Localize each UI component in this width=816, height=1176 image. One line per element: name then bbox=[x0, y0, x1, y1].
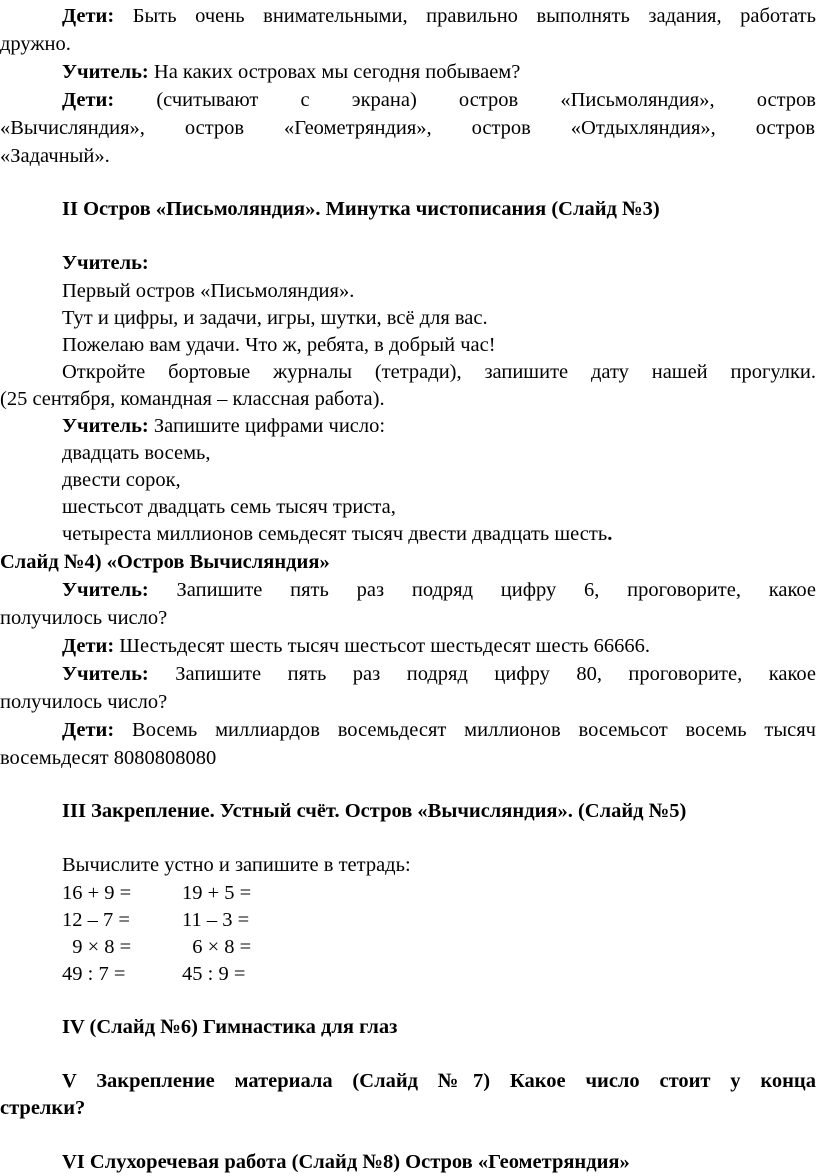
calc-expression: 45 : 9 = bbox=[182, 963, 246, 985]
paragraph-line: «Задачный». bbox=[0, 145, 110, 167]
paragraph-line: Откройте бортовые журналы (тетради), запишите дату нашей прогулки. bbox=[62, 361, 816, 383]
number-word-line: шестьсот двадцать семь тысяч триста, bbox=[62, 496, 396, 518]
calc-expression: 6 × 8 = bbox=[182, 936, 252, 958]
section-heading-ii: II Остров «Письмоляндия». Минутка чистописания (Слайд №3) bbox=[62, 198, 660, 220]
calc-expression: 19 + 5 = bbox=[182, 882, 252, 904]
paragraph-text: Восемь миллиардов восемьдесят миллионов восемьсот восемь тысяч bbox=[114, 719, 816, 741]
paragraph-text: Запишите пять раз подряд цифру 80, проговорите, какое bbox=[148, 663, 816, 685]
paragraph-text: Запишите пять раз подряд цифру 6, проговорите, какое bbox=[148, 579, 816, 601]
paragraph-line: «Вычисляндия», остров «Геометряндия», остров «Отдыхляндия», остров bbox=[0, 117, 815, 139]
number-word-line: двести сорок, bbox=[62, 469, 181, 491]
paragraph-teacher-question bbox=[62, 576, 816, 604]
calc-row bbox=[62, 933, 816, 961]
paragraph-line: получилось число? bbox=[0, 691, 168, 713]
speaker-label: Учитель: bbox=[62, 415, 149, 437]
section-heading-v: V Закрепление материала (Слайд №7) Какое число стоит у конца bbox=[62, 1070, 816, 1092]
speaker-label: Учитель: bbox=[62, 252, 149, 274]
poem-line: Тут и цифры, и задачи, игры, шутки, всё для вас. bbox=[62, 307, 488, 329]
calc-row bbox=[62, 879, 816, 907]
paragraph-children-answer-1 bbox=[62, 2, 816, 30]
speaker-label: Учитель: bbox=[62, 61, 149, 83]
speaker-label: Дети: bbox=[62, 5, 115, 27]
number-word-line bbox=[62, 520, 816, 548]
calc-expression: 12 – 7 = bbox=[62, 909, 130, 931]
section-heading-vi: VI Слухоречевая работа (Слайд №8) Остров «Геометряндия» bbox=[62, 1151, 630, 1173]
paragraph-children-answer bbox=[62, 716, 816, 744]
paragraph-text: Запишите цифрами число: bbox=[148, 415, 386, 437]
paragraph-teacher-question bbox=[62, 58, 816, 86]
speaker-label: Дети: bbox=[62, 635, 115, 657]
number-word-line: двадцать восемь, bbox=[62, 442, 211, 464]
speaker-label: Дети: bbox=[62, 719, 115, 741]
speaker-label: Учитель: bbox=[62, 579, 149, 601]
speaker-label: Учитель: bbox=[62, 663, 149, 685]
paragraph-text: Быть очень внимательными, правильно выполнять задания, работать bbox=[114, 5, 816, 27]
paragraph-teacher-task bbox=[62, 412, 816, 440]
paragraph-text: На каких островах мы сегодня побываем? bbox=[148, 61, 521, 83]
paragraph-line: восемьдесят 8080808080 bbox=[0, 747, 217, 769]
paragraph-text: . bbox=[607, 523, 613, 545]
section-heading-slide-4: Слайд №4) «Остров Вычисляндия» bbox=[0, 551, 330, 573]
calc-row bbox=[62, 906, 816, 934]
paragraph-line: дружно. bbox=[0, 33, 71, 55]
calc-expression: 11 – 3 = bbox=[182, 909, 250, 931]
calc-expression: 16 + 9 = bbox=[62, 882, 132, 904]
speaker-label: Дети: bbox=[62, 89, 115, 111]
poem-line: Пожелаю вам удачи. Что ж, ребята, в добрый час! bbox=[62, 334, 496, 356]
section-heading-iii: III Закрепление. Устный счёт. Остров «Вычисляндия». (Слайд №5) bbox=[62, 800, 687, 822]
calc-intro: Вычислите устно и запишите в тетрадь: bbox=[62, 854, 411, 876]
paragraph-text: Шестьдесят шесть тысяч шестьсот шестьдесят шесть 66666. bbox=[114, 635, 650, 657]
paragraph-text: четыреста миллионов семьдесят тысяч двести двадцать шесть bbox=[62, 523, 608, 545]
calc-expression: 49 : 7 = bbox=[62, 963, 126, 985]
poem-line: Первый остров «Письмоляндия». bbox=[62, 280, 355, 302]
paragraph-children-answer-2 bbox=[62, 86, 816, 114]
paragraph-line: (25 сентября, командная – классная работа). bbox=[0, 388, 385, 410]
calc-expression: 9 × 8 = bbox=[62, 936, 132, 958]
paragraph-text: (считывают с экрана) остров «Письмоляндия», остров bbox=[114, 89, 816, 111]
paragraph-teacher-question bbox=[62, 660, 816, 688]
paragraph-children-answer bbox=[62, 632, 816, 660]
section-heading-v-cont: стрелки? bbox=[0, 1097, 86, 1119]
calc-row bbox=[62, 960, 816, 988]
paragraph-line: получилось число? bbox=[0, 607, 168, 629]
section-heading-iv: IV (Слайд №6) Гимнастика для глаз bbox=[62, 1016, 398, 1038]
